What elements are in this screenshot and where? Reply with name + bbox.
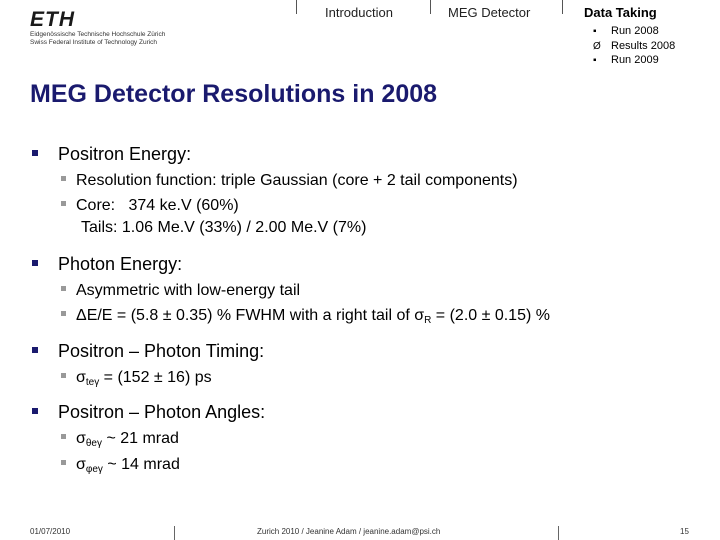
square-bullet-icon xyxy=(61,460,66,465)
subscript: R xyxy=(424,315,432,326)
nav-separator xyxy=(296,0,297,14)
nav-sub-item-run-2009[interactable] xyxy=(593,53,675,68)
subscript: teγ xyxy=(85,377,100,388)
sigma-symbol: σ xyxy=(76,456,86,473)
bullet-heading: Positron Energy: xyxy=(58,144,192,164)
sub-bullet-text: ~ 14 mrad xyxy=(102,456,180,473)
square-bullet-icon xyxy=(32,347,38,353)
square-bullet-icon xyxy=(61,201,66,206)
square-bullet-icon xyxy=(32,260,38,266)
nav-meg-detector[interactable]: MEG Detector xyxy=(448,5,531,20)
sub-bullet xyxy=(61,456,180,475)
square-bullet-icon xyxy=(61,286,66,291)
sub-bullet-text: Resolution function: triple Gaussian (core + 2 tail components) xyxy=(76,172,518,189)
bullet-heading: Positron – Photon Angles: xyxy=(58,402,266,422)
sub-bullet xyxy=(61,282,300,300)
square-bullet-icon xyxy=(61,176,66,181)
sub-bullet xyxy=(61,369,212,388)
nav-sub-label: Results 2008 xyxy=(611,39,676,52)
bullet-positron-energy xyxy=(32,144,191,165)
bullet-heading: Photon Energy: xyxy=(58,254,183,274)
nav-sub-label: Run 2008 xyxy=(611,25,659,37)
bullet-photon-energy xyxy=(32,254,182,275)
subscript: φeγ xyxy=(85,464,103,475)
square-bullet-icon xyxy=(61,311,66,316)
nav-separator xyxy=(430,0,431,14)
sub-bullet xyxy=(61,172,518,190)
slide-title: MEG Detector Resolutions in 2008 xyxy=(30,80,438,108)
bullet-heading: Positron – Photon Timing: xyxy=(58,341,265,361)
sub-bullet xyxy=(61,430,179,449)
nav-sub-label: Run 2009 xyxy=(611,54,659,66)
subscript: θeγ xyxy=(85,438,102,449)
sub-bullet xyxy=(61,197,239,215)
footer-date: 01/07/2010 xyxy=(30,527,71,536)
nav-data-taking[interactable]: Data Taking xyxy=(584,5,657,20)
sub-bullet-continuation: Tails: 1.06 Me.V (33%) / 2.00 Me.V (7%) xyxy=(81,219,367,236)
square-bullet-icon xyxy=(61,373,66,378)
sub-bullet-text: = (152 ± 16) ps xyxy=(99,369,212,386)
footer-separator xyxy=(558,526,559,540)
footer-author: Zurich 2010 / Jeanine Adam / jeanine.adam@psi.ch xyxy=(257,527,441,536)
nav-separator xyxy=(562,0,563,14)
bullet-positron-photon-timing xyxy=(32,341,264,362)
logo-line-2: Swiss Federal Institute of Technology Zurich xyxy=(30,39,158,46)
square-bullet-icon xyxy=(32,408,38,414)
sub-bullet xyxy=(61,307,550,326)
bullet-positron-photon-angles xyxy=(32,402,265,423)
sub-bullet-text: = (2.0 ± 0.15) % xyxy=(431,307,550,324)
nav-sub-item-run-2008[interactable] xyxy=(593,24,675,39)
nav-introduction[interactable]: Introduction xyxy=(325,5,393,20)
nav-sub-list xyxy=(593,24,675,68)
bullet-icon: ▪ xyxy=(593,26,597,37)
sigma-symbol: σ xyxy=(76,430,86,447)
square-bullet-icon xyxy=(61,434,66,439)
sub-bullet-text: ~ 21 mrad xyxy=(102,430,179,447)
sigma-symbol: σ xyxy=(76,369,86,386)
square-bullet-icon xyxy=(32,150,38,156)
sub-bullet-text: Asymmetric with low-energy tail xyxy=(76,282,301,299)
page-number: 15 xyxy=(680,527,689,536)
footer-separator xyxy=(174,526,175,540)
arrow-bullet-icon: Ø xyxy=(593,40,601,52)
bullet-icon: ▪ xyxy=(593,55,597,66)
sub-bullet-text: ΔE/E = (5.8 ± 0.35) % FWHM with a right tail of σ xyxy=(76,307,425,324)
logo-line-1: Eidgenössische Technische Hochschule Zürich xyxy=(30,31,166,38)
sub-bullet-text: Core: 374 ke.V (60%) xyxy=(76,197,239,214)
eth-logo: ETH xyxy=(30,8,75,31)
nav-sub-item-results-2008[interactable] xyxy=(593,39,675,54)
